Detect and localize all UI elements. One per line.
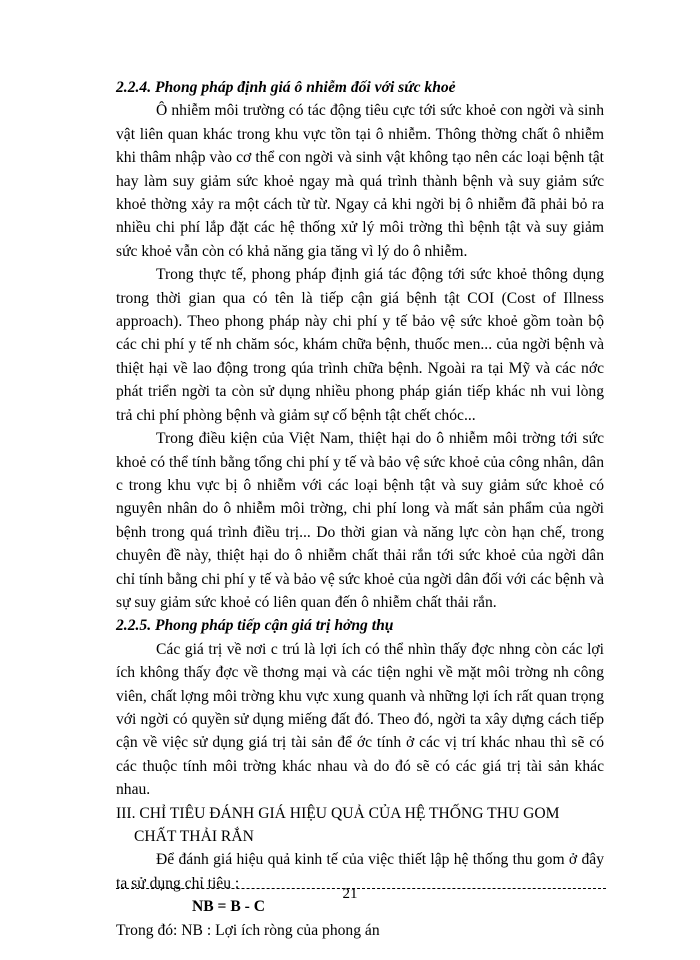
section-224-heading: 2.2.4. Phong pháp định giá ô nhiễm đối với sức khoẻ [116, 79, 456, 96]
section-224-paragraph-1: Ô nhiễm môi trường có tác động tiêu cực tới sức khoẻ con ngời và sinh vật liên quan khác trong khu vực tồn tại ô nhiễm. Thông thờng chất ô nhiễm khi thâm nhập vào cơ thể con ngời và sinh vật không tạo nên các loại bệnh tật hay làm suy giảm sức khoẻ ngay mà quá trình thành bệnh và suy giảm sức khoẻ thờng xảy ra một cách từ từ. Ngay cả khi ngời bị ô nhiễm đã phải bỏ ra nhiều chi phí lắp đặt các hệ thống xử lý môi trờng thì bệnh tật và suy giảm sức khoẻ vẫn còn có khả năng gia tăng vì lý do ô nhiễm. [116, 102, 604, 260]
net-benefit-formula: NB = B - C [192, 898, 265, 916]
section-iii-heading [116, 802, 604, 849]
section-225-heading: 2.2.5. Phong pháp tiếp cận giá trị hởng thụ [116, 617, 394, 635]
section-224-paragraph-2: Trong thực tế, phong pháp định giá tác động tới sức khoẻ thông dụng trong thời gian qua có tên là tiếp cận giá bệnh tật COI (Cost of Illness approach). Theo phong pháp này chi phí y tế bảo vệ sức khoẻ gồm toàn bộ các chi phí y tế nh chăm sóc, khám chữa bệnh, thuốc men... của ngời bệnh và thiệt hại về lao động trong qúa trình chữa bệnh. Ngoài ra tại Mỹ và các nớc phát triển ngời ta còn sử dụng nhiều phong pháp gián tiếp khác nh vui lòng trả chi phí phòng bệnh và giảm sự cố bệnh tật chết chóc... [116, 266, 604, 424]
section-iii-paragraph: Để đánh giá hiệu quả kinh tế của việc thiết lập hệ thống thu gom ở đây ta sử dụng chỉ tiêu : [116, 851, 604, 892]
document-body [116, 76, 604, 942]
section-225-paragraph-1: Các giá trị về nơi c trú là lợi ích có thể nhìn thấy đợc nhng còn các lợi ích không thấy đợc về thơng mại và các tiện nghi về mặt môi trờng nh công viên, chất lợng môi trờng khu vực xung quanh và những lợi ích rất quan trọng với ngời có quyền sử dụng miếng đất đó. Theo đó, ngời ta xây dựng cách tiếp cận về việc sử dụng giá trị tài sản để ớc tính ở các vị trí khác nhau thì sẽ có các thuộc tính môi trờng khác nhau và do đó sẽ có các giá trị tài sản khác nhau. [116, 640, 604, 799]
section-iii-heading-line2: CHẤT THẢI RẮN [134, 828, 254, 845]
section-iii-heading-line1: III. CHỈ TIÊU ĐÁNH GIÁ HIỆU QUẢ CỦA HỆ THỐNG THU GOM [116, 804, 560, 822]
page-number: 21 [342, 886, 358, 902]
formula-where-line: Trong đó: NB : Lợi ích ròng của phong án [116, 921, 380, 939]
section-224-paragraph-3: Trong điều kiện của Việt Nam, thiệt hại do ô nhiễm môi trờng tới sức khoẻ có thể tính bằng tổng chi phí y tế và bảo vệ sức khoẻ của công nhân, dân c trong khu vực bị ô nhiễm với các loại bệnh tật và suy giảm sức khoẻ có nguyên nhân do ô nhiễm môi trờng, chi phí long và mất sản phẩm của ngời bệnh trong quá trình điều trị... Do thời gian và năng lực còn hạn chế, trong chuyên đề này, thiệt hại do ô nhiễm chất thải rắn tới sức khoẻ của ngời dân chỉ tính bằng chi phí y tế và bảo vệ sức khoẻ của ngời dân đối với các bệnh và sự suy giảm sức khoẻ có liên quan đến ô nhiễm chất thải rắn. [116, 430, 604, 611]
